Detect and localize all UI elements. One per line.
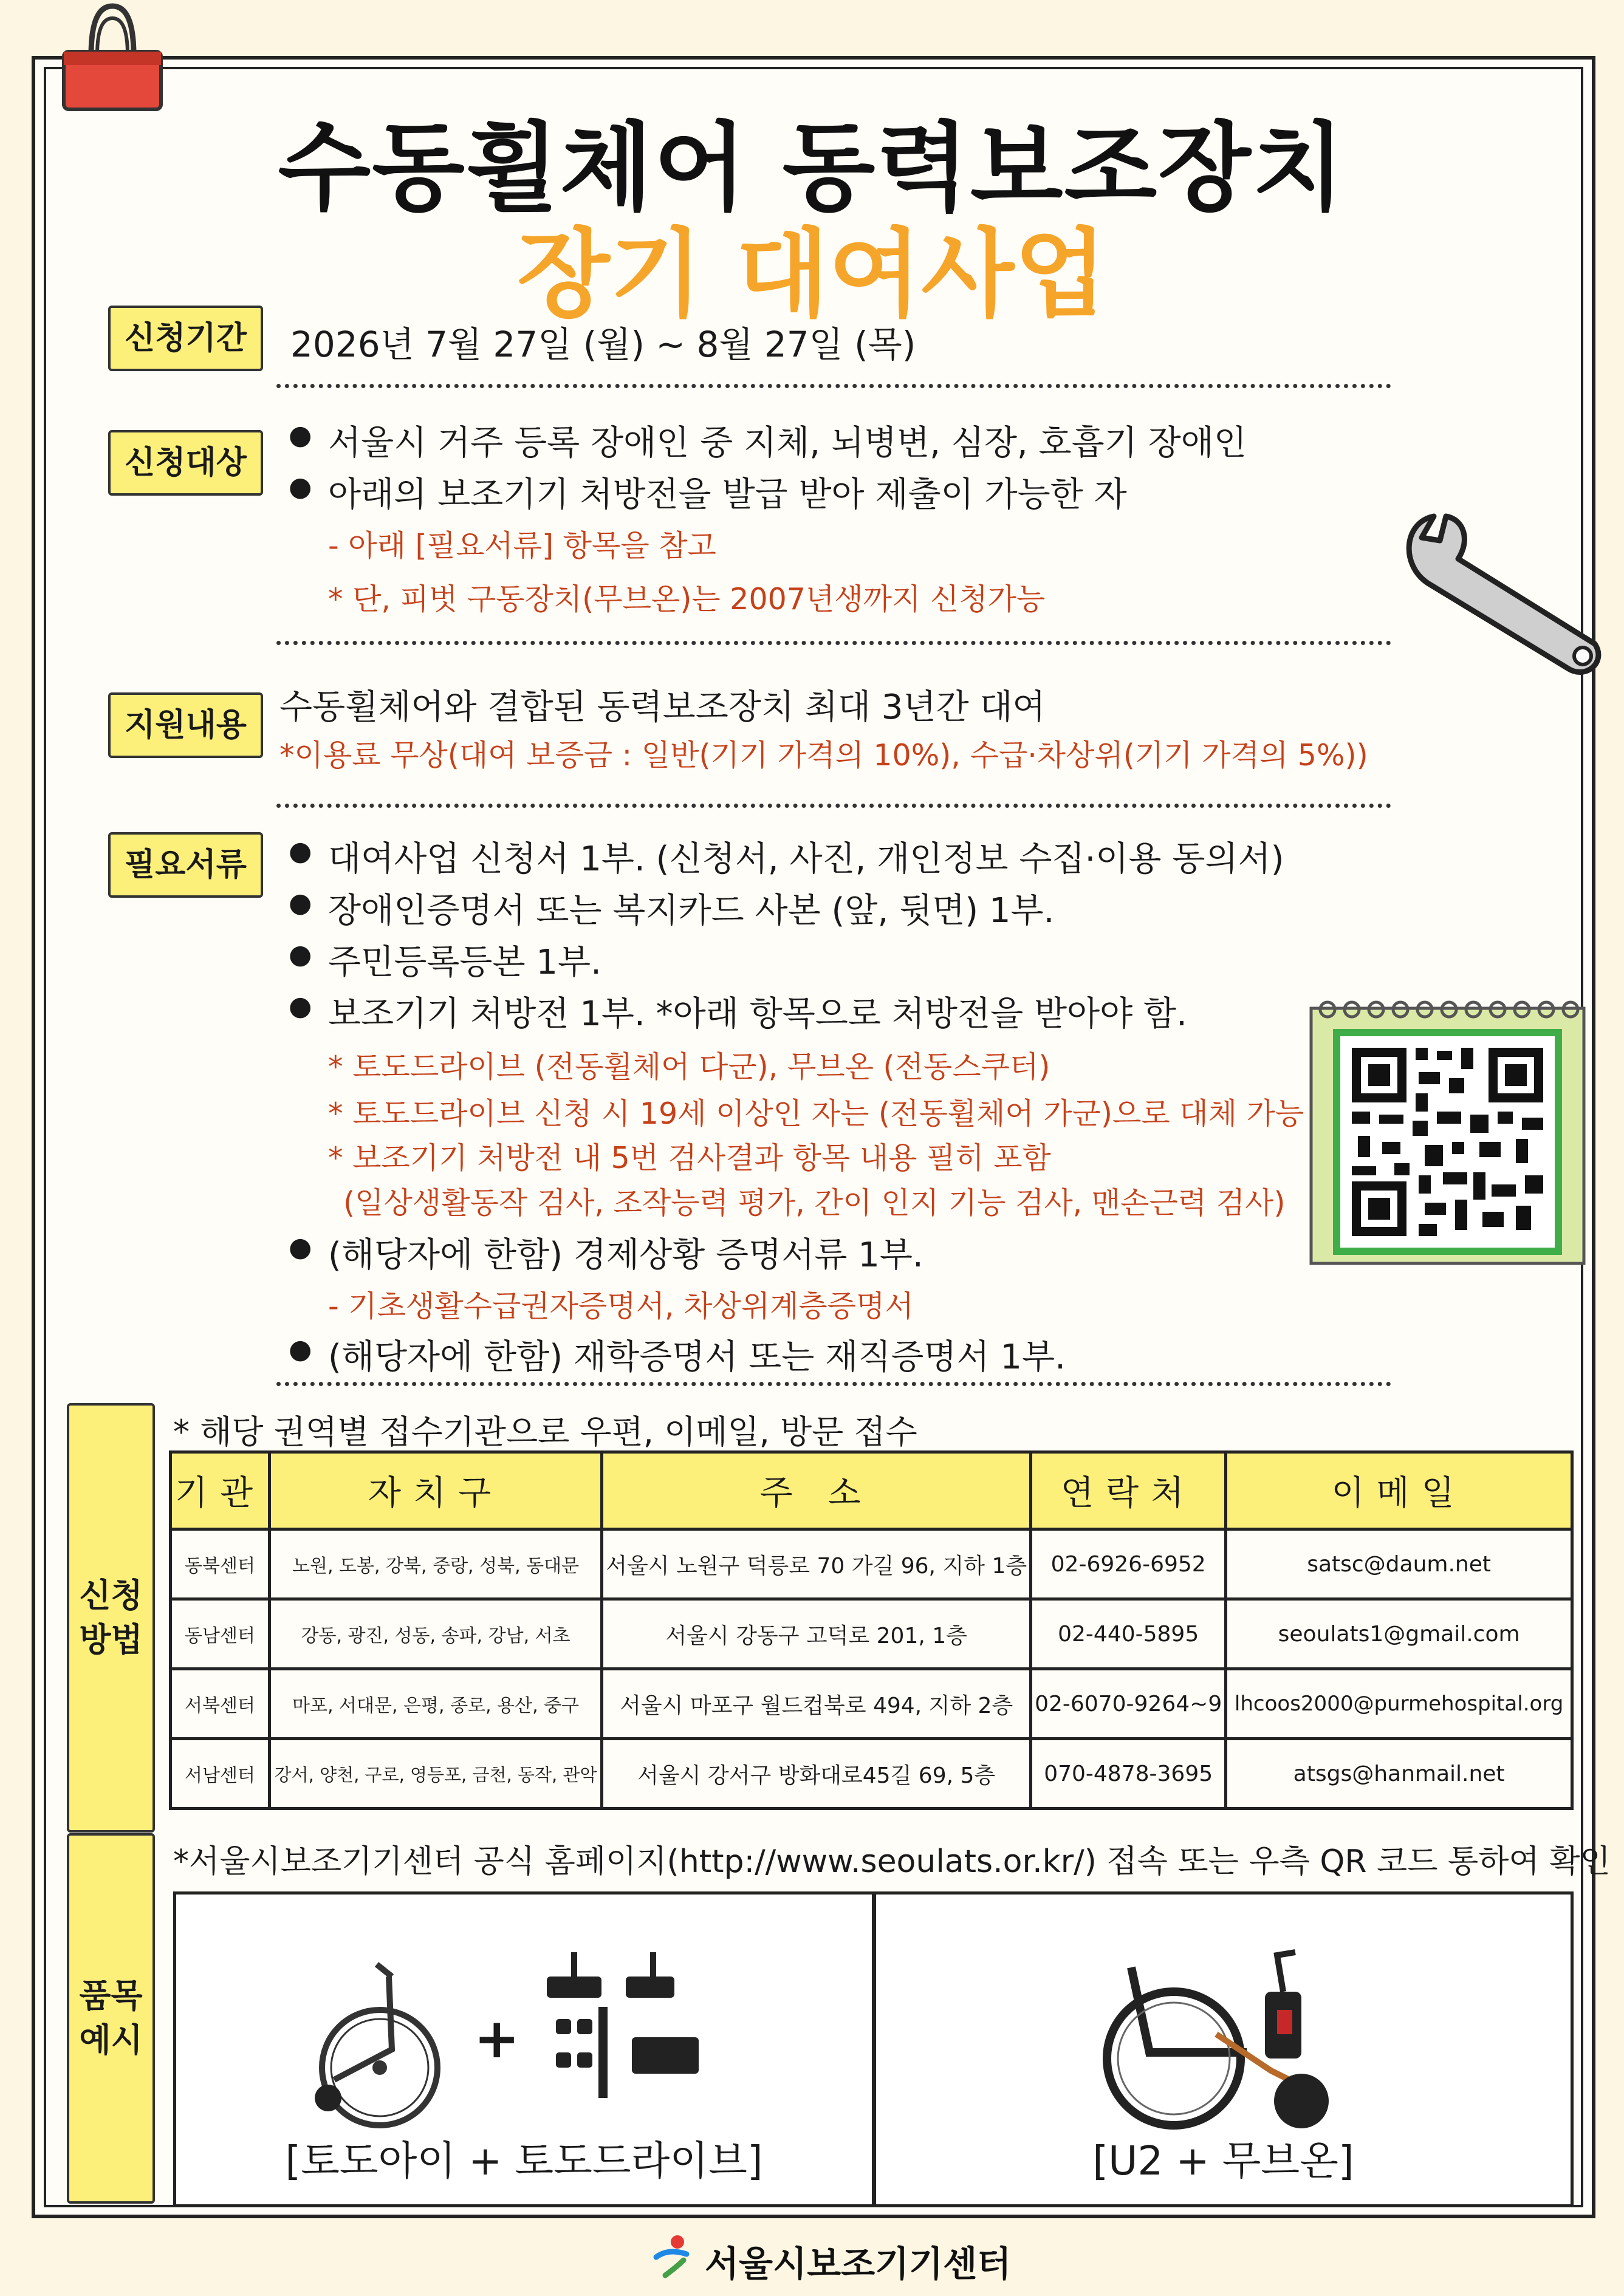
page-subtitle: 장기 대여사업 <box>517 219 1107 330</box>
column-header: 이메일 <box>1226 1452 1572 1529</box>
center-districts: 강동, 광진, 성동, 송파, 강남, 서초 <box>269 1599 601 1669</box>
method-note: * 해당 권역별 접수기관으로 우편, 이메일, 방문 접수 <box>173 1413 917 1451</box>
example-caption: [토도아이 + 토도드라이브] <box>285 2137 763 2184</box>
table-row <box>171 1739 1572 1809</box>
center-districts: 강서, 양천, 구로, 영등포, 금천, 동작, 관악 <box>269 1739 601 1809</box>
column-header: 기관 <box>171 1452 270 1529</box>
center-email[interactable]: lhcoos2000@purmehospital.org <box>1226 1669 1572 1739</box>
document-item: ● 장애인증명서 또는 복지카드 사본 (앞, 뒷면) 1부. <box>328 884 1054 932</box>
prescription-note: * 보조기기 처방전 내 5번 검사결과 항목 내용 필히 포함 <box>328 1141 1051 1175</box>
wrench-icon <box>1397 504 1622 686</box>
center-phone: 070-4878-3695 <box>1031 1739 1226 1809</box>
support-text: 수동휠체어와 결합된 동력보조장치 최대 3년간 대여 <box>279 688 1046 727</box>
divider <box>276 804 1391 808</box>
center-phone: 02-440-5895 <box>1031 1599 1226 1669</box>
center-districts: 노원, 도봉, 강북, 중랑, 성북, 동대문 <box>269 1529 601 1599</box>
document-item: ● (해당자에 한함) 경제상황 증명서류 1부. <box>328 1228 923 1277</box>
support-label: 지원내용 <box>108 692 263 758</box>
plus-sign: + <box>474 2007 520 2071</box>
center-phone: 02-6070-9264~9 <box>1031 1669 1226 1739</box>
center-email[interactable]: atsgs@hanmail.net <box>1226 1739 1572 1809</box>
target-bullet: ● 서울시 거주 등록 장애인 중 지체, 뇌병변, 심장, 호흡기 장애인 <box>328 416 1247 465</box>
document-item: ● 대여사업 신청서 1부. (신청서, 사진, 개인정보 수집·이용 동의서) <box>328 832 1284 881</box>
period-value: 2026년 7월 27일 (월) ~ 8월 27일 (목) <box>290 324 916 365</box>
document-item: ● 보조기기 처방전 1부. *아래 항목으로 처방전을 받아야 함. <box>328 987 1187 1036</box>
examples-note: *서울시보조기기센터 공식 홈페이지(http://www.seoulats.or.kr/) 접속 또는 우측 QR 코드 통하여 확인 <box>173 1843 1611 1880</box>
example-todo-panel <box>173 1891 875 2207</box>
method-label: 신청 방법 <box>67 1403 155 1833</box>
table-row <box>171 1599 1572 1669</box>
document-item: ● (해당자에 한함) 재학증명서 또는 재직증명서 1부. <box>328 1330 1066 1379</box>
center-email[interactable]: seoulats1@gmail.com <box>1226 1599 1572 1669</box>
documents-label: 필요서류 <box>108 832 263 898</box>
prescription-note: * 토도드라이브 신청 시 19세 이상인 자는 (전동휠체어 가군)으로 대체 가능 <box>328 1096 1304 1131</box>
center-address: 서울시 마포구 월드컵북로 494, 지하 2층 <box>602 1669 1031 1739</box>
center-address: 서울시 강서구 방화대로45길 69, 5층 <box>602 1739 1031 1809</box>
column-header: 자치구 <box>269 1452 601 1529</box>
footer-org-name: 서울시보조기기센터 <box>705 2243 1012 2284</box>
table-row <box>171 1529 1572 1599</box>
divider <box>276 1382 1391 1386</box>
example-moveon-panel <box>873 1891 1574 2207</box>
center-phone: 02-6926-6952 <box>1031 1529 1226 1599</box>
center-address: 서울시 강동구 고덕로 201, 1층 <box>602 1599 1031 1669</box>
center-name: 동북센터 <box>171 1529 270 1599</box>
period-label: 신청기간 <box>108 306 263 371</box>
center-name: 서북센터 <box>171 1669 270 1739</box>
examples-label: 품목 예시 <box>67 1833 155 2204</box>
table-header-row <box>171 1452 1572 1529</box>
page-title: 수동휠체어 동력보조장치 <box>278 112 1346 224</box>
prescription-note: (일상생활동작 검사, 조작능력 평가, 간이 인지 기능 검사, 맨손근력 검사) <box>343 1186 1286 1220</box>
economic-note: - 기초생활수급권자증명서, 차상위계층증명서 <box>328 1289 914 1324</box>
wheelchair-with-scooter-unit-image <box>1095 1943 1350 2137</box>
reception-centers-table <box>169 1450 1574 1810</box>
column-header: 연락처 <box>1031 1452 1226 1529</box>
target-label: 신청대상 <box>108 430 263 496</box>
example-caption: [U2 + 무브온] <box>1092 2137 1354 2184</box>
column-header: 주 소 <box>602 1452 1031 1529</box>
center-address: 서울시 노원구 덕릉로 70 가길 96, 지하 1층 <box>602 1529 1031 1599</box>
seoul-logo-icon <box>650 2233 696 2281</box>
target-note: * 단, 피벗 구동장치(무브온)는 2007년생까지 신청가능 <box>328 582 1046 617</box>
target-note: - 아래 [필요서류] 항목을 참고 <box>328 528 716 563</box>
divider <box>276 384 1391 388</box>
divider <box>276 641 1391 645</box>
document-item: ● 주민등록등본 1부. <box>328 935 601 984</box>
support-note: *이용료 무상(대여 보증금 : 일반(기기 가격의 10%), 수급·차상위(기기 가격의 5%)) <box>279 738 1368 773</box>
center-name: 동남센터 <box>171 1599 270 1669</box>
target-bullet: ● 아래의 보조기기 처방전을 발급 받아 제출이 가능한 자 <box>328 468 1127 516</box>
table-row <box>171 1669 1572 1739</box>
prescription-note: * 토도드라이브 (전동휠체어 다군), 무브온 (전동스쿠터) <box>328 1050 1050 1084</box>
center-name: 서남센터 <box>171 1739 270 1809</box>
qr-code-card[interactable] <box>1309 990 1586 1266</box>
center-email[interactable]: satsc@daum.net <box>1226 1529 1572 1599</box>
center-districts: 마포, 서대문, 은평, 종로, 용산, 중구 <box>269 1669 601 1739</box>
